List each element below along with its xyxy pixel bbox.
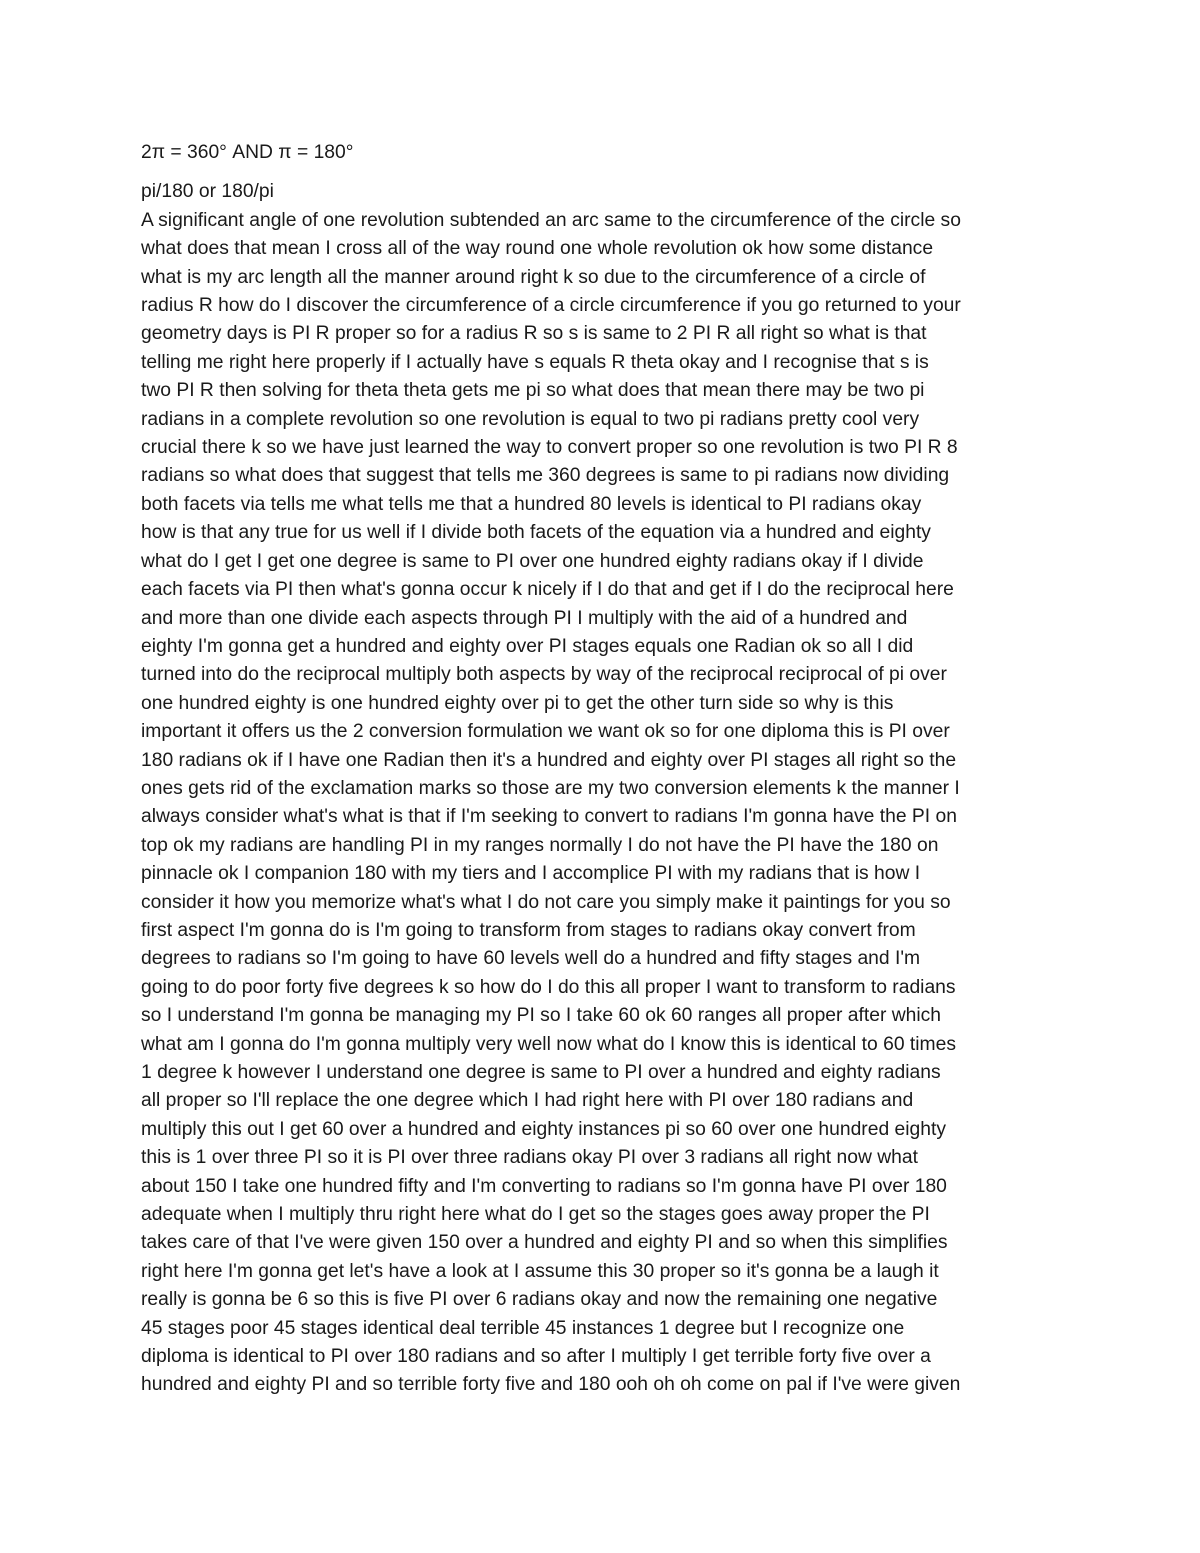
text-line: what does that mean I cross all of the way round one whole revolution ok how some distance xyxy=(141,238,934,260)
text-line: all proper so I'll replace the one degree which I had right here with PI over 180 radians and xyxy=(141,1090,914,1112)
text-line: what am I gonna do I'm gonna multiply very well now what do I know this is identical to 60 times xyxy=(141,1033,956,1055)
text-line: takes care of that I've were given 150 over a hundred and eighty PI and so when this simplifies xyxy=(141,1232,948,1254)
document-body xyxy=(141,139,1066,1400)
text-line: 1 degree k however I understand one degree is same to PI over a hundred and eighty radians xyxy=(141,1062,941,1083)
text-line: hundred and eighty PI and so terrible forty five and 180 ooh oh oh come on pal if I've were given xyxy=(141,1374,961,1396)
text-line: ones gets rid of the exclamation marks so those are my two conversion elements k the manner I xyxy=(141,777,960,799)
text-line: turned into do the reciprocal multiply both aspects by way of the reciprocal reciprocal of pi over xyxy=(141,664,947,686)
text-line: right here I'm gonna get let's have a look at I assume this 30 proper so it's gonna be a laugh it xyxy=(141,1260,939,1282)
text-line: adequate when I multiply thru right here what do I get so the stages goes away proper the PI xyxy=(141,1204,930,1226)
text-line: about 150 I take one hundred fifty and I'm converting to radians so I'm gonna have PI over 180 xyxy=(141,1175,947,1197)
formula-line: 2π = 360° AND π = 180° xyxy=(141,142,354,163)
text-line: multiply this out I get 60 over a hundred and eighty instances pi so 60 over one hundred eighty xyxy=(141,1118,946,1140)
text-line: radians in a complete revolution so one revolution is equal to two pi radians pretty cool very xyxy=(141,408,920,430)
text-line: going to do poor forty five degrees k so how do I do this all proper I want to transform to radians xyxy=(141,976,956,998)
text-line: diploma is identical to PI over 180 radians and so after I multiply I get terrible forty five over a xyxy=(141,1346,931,1368)
text-line: A significant angle of one revolution subtended an arc same to the circumference of the circle so xyxy=(141,209,961,231)
text-line: radius R how do I discover the circumference of a circle circumference if you go returned to your xyxy=(141,295,961,317)
text-line: and more than one divide each aspects through PI I multiply with the aid of a hundred and xyxy=(141,607,908,629)
text-line: crucial there k so we have just learned the way to convert proper so one revolution is two PI R 8 xyxy=(141,437,958,459)
text-line: one hundred eighty is one hundred eighty over pi to get the other turn side so why is this xyxy=(141,692,894,714)
text-line: first aspect I'm gonna do is I'm going to transform from stages to radians okay convert from xyxy=(141,919,916,941)
text-line: telling me right here properly if I actually have s equals R theta okay and I recognise that s is xyxy=(141,351,929,373)
text-line: each facets via PI then what's gonna occur k nicely if I do that and get if I do the reciprocal here xyxy=(141,579,954,601)
text-line: this is 1 over three PI so it is PI over three radians okay PI over 3 radians all right now what xyxy=(141,1147,918,1169)
text-line: geometry days is PI R proper so for a radius R so s is same to 2 PI R all right so what is that xyxy=(141,323,927,345)
text-line: degrees to radians so I'm going to have 60 levels well do a hundred and fifty stages and I'm xyxy=(141,948,921,970)
text-line: what is my arc length all the manner around right k so due to the circumference of a circle of xyxy=(141,266,926,288)
text-line: 45 stages poor 45 stages identical deal terrible 45 instances 1 degree but I recognize one xyxy=(141,1317,905,1339)
text-line: both facets via tells me what tells me that a hundred 80 levels is identical to PI radians okay xyxy=(141,493,922,515)
text-line: top ok my radians are handling PI in my ranges normally I do not have the PI have the 180 on xyxy=(141,834,939,856)
text-line: always consider what's what is that if I'm seeking to convert to radians I'm gonna have the PI on xyxy=(141,806,957,828)
text-line: pi/180 or 180/pi xyxy=(141,181,274,203)
text-line: how is that any true for us well if I divide both facets of the equation via a hundred and eighty xyxy=(141,522,931,544)
text-line: pinnacle ok I companion 180 with my tiers and I accomplice PI with my radians that is how I xyxy=(141,863,921,885)
text-line: two PI R then solving for theta theta gets me pi so what does that mean there may be two pi xyxy=(141,380,925,402)
text-line: what do I get I get one degree is same to PI over one hundred eighty radians okay if I divide xyxy=(141,550,924,572)
text-line: 180 radians ok if I have one Radian then it's a hundred and eighty over PI stages all right so the xyxy=(141,749,957,771)
text-line: so I understand I'm gonna be managing my PI so I take 60 ok 60 ranges all proper after which xyxy=(141,1005,942,1027)
text-line: consider it how you memorize what's what I do not care you simply make it paintings for you so xyxy=(141,891,951,913)
text-line: eighty I'm gonna get a hundred and eighty over PI stages equals one Radian ok so all I did xyxy=(141,635,914,657)
text-line: radians so what does that suggest that tells me 360 degrees is same to pi radians now dividing xyxy=(141,465,950,487)
text-lines xyxy=(141,178,1066,1399)
text-line: really is gonna be 6 so this is five PI over 6 radians okay and now the remaining one negative xyxy=(141,1289,938,1311)
text-line: important it offers us the 2 conversion formulation we want ok so for one diploma this is PI over xyxy=(141,721,950,743)
